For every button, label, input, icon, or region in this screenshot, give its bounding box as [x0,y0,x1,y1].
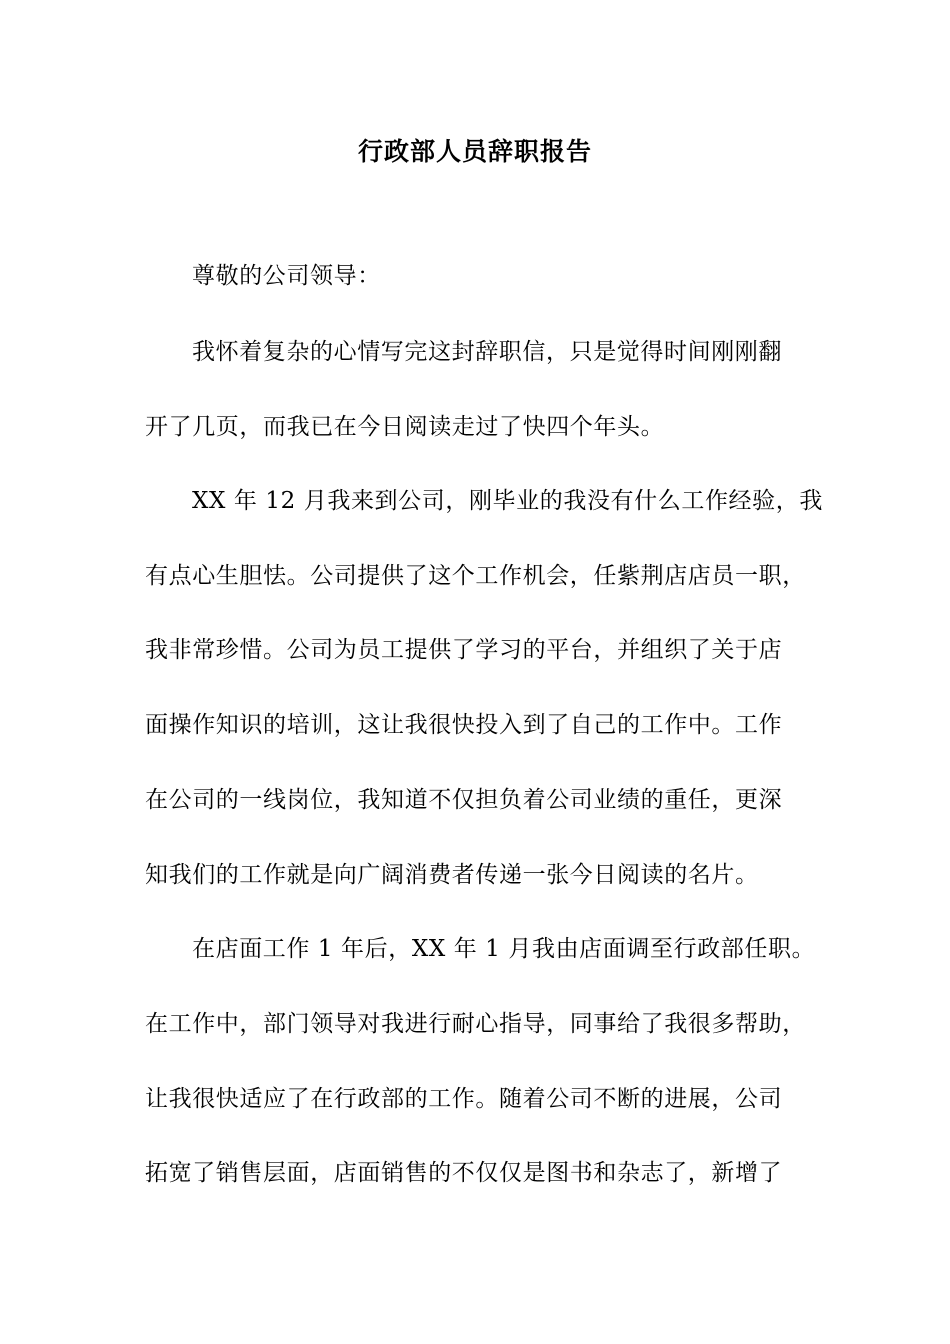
paragraph-line: 我非常珍惜。公司为员工提供了学习的平台，并组织了关于店 [145,637,783,663]
paragraph-line: XX 年 12 月我来到公司，刚毕业的我没有什么工作经验，我 [192,488,823,514]
paragraph-line: 开了几页，而我已在今日阅读走过了快四个年头。 [145,414,665,440]
document-title: 行政部人员辞职报告 [357,137,592,166]
paragraph-line: 在工作中，部门领导对我进行耐心指导，同事给了我很多帮助， [145,1011,806,1037]
paragraph-line: 面操作知识的培训，这让我很快投入到了自己的工作中。工作 [145,712,783,738]
paragraph-line: 我怀着复杂的心情写完这封辞职信，只是觉得时间刚刚翻 [192,339,782,365]
paragraph-line: 在公司的一线岗位，我知道不仅担负着公司业绩的重任，更深 [145,787,783,813]
salutation: 尊敬的公司领导： [192,263,381,289]
paragraph-line: 有点心生胆怯。公司提供了这个工作机会，任紫荆店店员一职， [145,563,806,589]
paragraph-line: 知我们的工作就是向广阔消费者传递一张今日阅读的名片。 [145,862,759,888]
paragraph-line: 让我很快适应了在行政部的工作。随着公司不断的进展，公司 [145,1086,783,1112]
paragraph-line: 拓宽了销售层面，店面销售的不仅仅是图书和杂志了，新增了 [145,1160,783,1186]
paragraph-line: 在店面工作 1 年后，XX 年 1 月我由店面调至行政部任职。 [192,936,816,962]
